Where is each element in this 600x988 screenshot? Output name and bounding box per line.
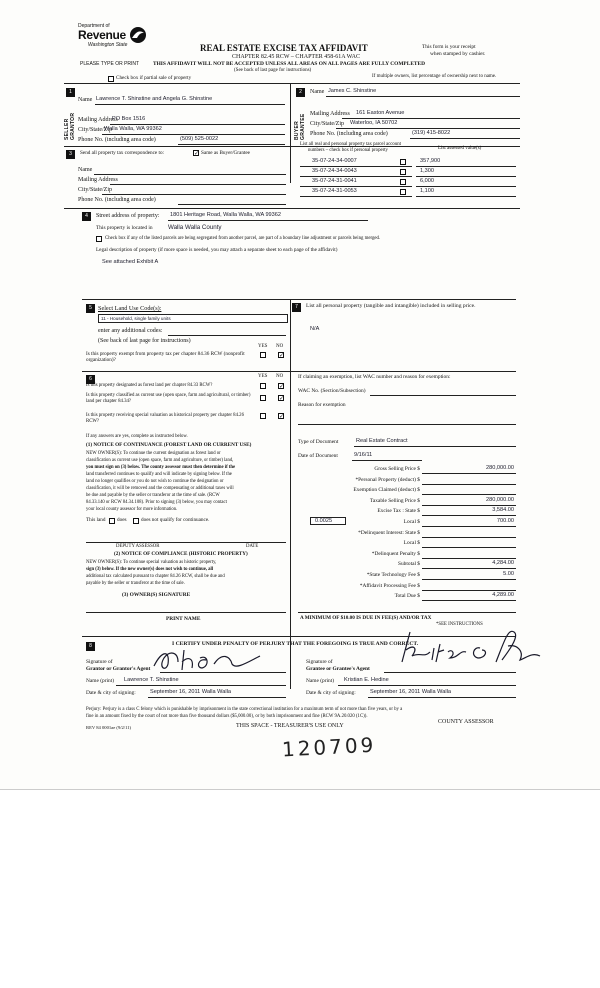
grantor-date-label: Date & city of signing:	[86, 690, 136, 696]
forest-yes-header: YES	[258, 374, 268, 379]
rule	[354, 446, 516, 447]
land-does-not-checkbox[interactable]	[133, 518, 139, 524]
notice-2-line: NEW OWNER(S): To continue special valuation as historic property,	[86, 560, 217, 565]
rule	[342, 118, 520, 119]
corr-city-label: City/State/Zip	[78, 187, 112, 193]
land-use-code-value: 11 - Household, single family units	[101, 316, 171, 321]
notice-1-line: land transferred continues to qualify and will indicate by signing below. If the	[86, 472, 232, 477]
rule	[178, 144, 285, 145]
revision-code: REV 84 0001ae (9/2/11)	[86, 725, 132, 730]
tax-row-rule	[422, 558, 516, 559]
tax-row-rule	[422, 505, 516, 506]
tax-row-rule	[422, 515, 516, 516]
parcel-rule	[300, 196, 412, 197]
exempt-question: Is this property exempt from property tax per chapter 84.36 RCW (nonprofit organization)?	[86, 351, 245, 363]
tax-row-value: 4,284.00	[492, 560, 514, 567]
legal-label: Legal description of property (if more space is needed, you may attach a separate sheet to each page of the affidavit)	[96, 247, 338, 253]
tax-row-rule	[422, 526, 516, 527]
notice-1-line: you must sign on (3) below. The county assessor must then determine if the	[86, 465, 236, 470]
street-label: Street address of property:	[96, 213, 160, 219]
segregated-checkbox[interactable]	[96, 236, 102, 242]
grantee-signature-label-1: Signature of	[306, 659, 333, 665]
grantor-signature-label-2: Grantor or Grantor's Agent	[86, 666, 151, 672]
form-chapter: CHAPTER 82.45 RCW – CHAPTER 458-61A WAC	[232, 54, 360, 60]
tax-row-label: Subtotal $	[397, 561, 420, 568]
legal-value: See attached Exhibit A	[102, 259, 159, 265]
notice-1-line: classification as current use (open space, farm and agriculture, or timber) land,	[86, 458, 234, 463]
personal-property-label: List all personal property (tangible and intangible) included in selling price.	[306, 303, 476, 309]
deputy-assessor-label: DEPUTY ASSESSOR	[116, 544, 160, 549]
rule	[298, 424, 516, 425]
section-6-number: 6	[86, 375, 95, 384]
tax-row-rule	[422, 473, 516, 474]
rule	[102, 134, 285, 135]
assessed-value: 1,100	[420, 188, 434, 194]
tax-row-label: *Delinquent Interest: State $	[358, 529, 420, 536]
owner-signature-label: (3) OWNER(S) SIGNATURE	[122, 592, 191, 598]
land-use-code-field[interactable]	[98, 314, 288, 323]
doc-date-value: 9/16/11	[354, 452, 373, 458]
value-rule	[416, 196, 516, 197]
tax-row-value: 4,289.00	[492, 592, 514, 599]
seller-address-label: Mailing Address	[78, 117, 118, 123]
forest-q2-no-checkbox[interactable]: ✓	[279, 395, 285, 402]
tax-row-rule	[422, 590, 516, 591]
dept-name: Revenue	[78, 28, 126, 42]
tax-row-rule	[422, 547, 516, 548]
forest-q3-no-checkbox[interactable]: ✓	[279, 413, 285, 420]
column-divider	[290, 83, 291, 183]
notice-2-title: (2) NOTICE OF COMPLIANCE (HISTORIC PROPERTY)	[114, 551, 248, 557]
grantee-signature	[396, 622, 546, 674]
corr-name-label: Name	[78, 167, 93, 173]
rule	[384, 672, 516, 673]
seller-phone-label: Phone No. (including area code)	[78, 137, 156, 143]
grantee-signature-label-2: Grantee or Grantee's Agent	[306, 666, 370, 672]
form-title: REAL ESTATE EXCISE TAX AFFIDAVIT	[200, 43, 368, 53]
personal-property-checkbox[interactable]	[400, 189, 406, 195]
forest-q2-yes-checkbox[interactable]	[260, 395, 266, 401]
tax-row-rule	[422, 537, 516, 538]
rule	[352, 460, 422, 461]
rule	[86, 612, 286, 613]
notice-1-line: classification, it will be removed and the compensating or additional taxes will	[86, 486, 234, 491]
notice-1-line: be due and payable by the seller or transferor at the time of sale. (RCW	[86, 493, 220, 498]
rule	[368, 697, 516, 698]
parcel-number: 35-07-24-34-0007	[312, 158, 357, 164]
buyer-address-label: Mailing Address	[310, 111, 350, 117]
wac-number-label: WAC No. (Section/Subsection)	[298, 388, 366, 394]
value-rule	[416, 186, 516, 187]
partial-sale-checkbox[interactable]	[108, 76, 114, 82]
exemption-reason-label: Reason for exemption	[298, 402, 346, 408]
rule	[86, 542, 286, 543]
tax-row-label: Local $	[403, 540, 420, 547]
notice-1-title: (1) NOTICE OF CONTINUANCE (FOREST LAND OR CURRENT USE)	[86, 442, 252, 448]
rule	[95, 104, 285, 105]
parcel-number: 35-07-24-31-0053	[312, 188, 357, 194]
rule	[370, 395, 516, 396]
rule	[298, 612, 516, 613]
county-label: This property is located in	[96, 225, 153, 231]
rule	[82, 299, 516, 300]
rule	[410, 138, 520, 139]
tax-row-label: *Personal Property (deduct) $	[355, 476, 420, 483]
tax-row-rule	[422, 494, 516, 495]
section-7-number: 7	[292, 303, 301, 312]
land-use-no-header: NO	[276, 344, 284, 349]
grantor-name-value: Lawrence T. Shinstine	[124, 677, 179, 683]
section-8-number: 8	[86, 642, 95, 651]
land-does-text: does	[117, 517, 127, 523]
county-value: Walla Walla County	[168, 224, 222, 231]
tax-row-label: *Affidavit Processing Fee $	[359, 582, 420, 589]
parcel-rule	[300, 176, 412, 177]
personal-property-checkbox[interactable]	[400, 159, 406, 165]
assessed-value: 357,900	[420, 158, 441, 164]
section-4-number: 4	[82, 212, 91, 221]
tax-row-label: *Delinquent Penalty $	[371, 550, 420, 557]
parcel-number: 35-07-24-34-0043	[312, 168, 357, 174]
tax-row-value: 280,000.00	[486, 496, 514, 503]
minimum-due-note: A MINIMUM OF $10.00 IS DUE IN FEE(S) AND/OR TAX	[300, 615, 432, 621]
tax-row-label: Local $	[403, 519, 420, 525]
doc-type-label: Type of Document	[298, 439, 339, 445]
exempt-no-checkbox[interactable]: ✓	[279, 352, 285, 359]
rule	[102, 194, 286, 195]
tax-row-value: 3,584.00	[492, 507, 514, 514]
buyer-phone-label: Phone No. (including area code)	[310, 131, 388, 137]
same-as-buyer-checkbox[interactable]: ✓	[194, 150, 200, 157]
tax-row-label: Total Due $	[394, 593, 420, 600]
grantee-date-value: September 16, 2011 Walla Walla	[370, 689, 451, 695]
tax-row-label: Exemption Claimed (deduct) $	[353, 487, 420, 494]
tax-row-rule	[422, 484, 516, 485]
buyer-name-label: Name	[310, 89, 325, 95]
notice-1-line: NEW OWNER(S): To continue the current designation as forest land or	[86, 451, 221, 456]
treasurer-use-label: THIS SPACE - TREASURER'S USE ONLY	[236, 723, 344, 729]
please-type: PLEASE TYPE OR PRINT	[80, 61, 140, 67]
grantee-name-label: Name (print)	[306, 678, 334, 684]
tax-row-value: 5.00	[503, 571, 514, 577]
grantor-date-value: September 16, 2011 Walla Walla	[150, 689, 231, 695]
personal-property-checkbox[interactable]	[400, 169, 406, 175]
corr-phone-label: Phone No. (including area code)	[78, 197, 156, 203]
same-as-buyer-label: Same as Buyer/Grantee	[201, 150, 250, 156]
seller-name-label: Name	[78, 97, 93, 103]
receipt-note-2: when stamped by cashier.	[430, 51, 486, 57]
buyer-city-label: City/State/Zip	[310, 121, 344, 127]
tax-row-label: *State Technology Fee $	[366, 572, 420, 578]
parcel-header-1: List all real and personal property tax parcel account	[300, 142, 401, 147]
grantor-signature	[148, 646, 268, 674]
personal-property-value: N/A	[310, 326, 320, 332]
notice-2-line: payable by the seller or transferor at the time of sale.	[86, 581, 185, 586]
buyer-label: BUYER GRANTEE	[294, 113, 306, 140]
section-5-number: 5	[86, 304, 95, 313]
section-3-number: 3	[66, 150, 75, 159]
wac-label: If claiming an exemption, list WAC number and reason for exemption:	[298, 374, 451, 380]
rule	[168, 220, 368, 221]
rule	[110, 184, 286, 185]
personal-property-checkbox[interactable]	[400, 179, 406, 185]
land-use-yes-header: YES	[258, 344, 268, 349]
dept-line: Department of	[78, 23, 110, 29]
print-name-label: PRINT NAME	[166, 616, 201, 622]
parcel-header-2: numbers – check box if personal property	[308, 148, 388, 153]
forest-q1-no-checkbox[interactable]: ✓	[279, 383, 285, 390]
forest-if-yes: If any answers are yes, complete as instructed below.	[86, 434, 188, 439]
land-does-not-text: does not qualify for continuance.	[141, 517, 210, 523]
seller-phone-value: (509) 525-0022	[180, 136, 219, 142]
rule	[338, 685, 516, 686]
exempt-yes-checkbox[interactable]	[260, 352, 266, 358]
value-header: List assessed value(s)	[438, 146, 482, 151]
doc-date-label: Date of Document	[298, 453, 338, 459]
rule	[64, 208, 520, 209]
notice-1-line: your local county assessor for more information.	[86, 507, 178, 512]
buyer-address-value: 161 Easton Avenue	[356, 110, 405, 116]
buyer-city-value: Waterloo, IA 50702	[350, 120, 398, 126]
perjury-line-2: fine in an amount fixed by the court of not more than five thousand dollars ($5,000.00), or by both imprisonment and fine (RCW 9A.20.020 (1C)).	[86, 714, 368, 719]
dept-state: Washington State	[88, 42, 128, 48]
dor-logo-icon	[128, 26, 148, 44]
tax-row-value: 280,000.00	[486, 465, 514, 471]
value-rule	[416, 176, 516, 177]
rule	[178, 204, 286, 205]
seller-label: SELLER GRANTOR	[64, 112, 76, 140]
section-1-number: 1	[66, 88, 75, 97]
land-use-see-back: (See back of last page for instructions)	[98, 338, 191, 344]
form-warning: THIS AFFIDAVIT WILL NOT BE ACCEPTED UNLESS ALL AREAS ON ALL PAGES ARE FULLY COMPLETED	[153, 61, 426, 67]
tax-row-rule	[422, 579, 516, 580]
deputy-date-label: DATE	[246, 544, 259, 549]
rule	[336, 128, 520, 129]
parcel-number: 35-07-24-31-0041	[312, 178, 357, 184]
partial-sale-label: Check box if partial sale of property	[116, 75, 192, 81]
receipt-note-1: This form is your receipt	[422, 44, 476, 50]
tax-row-value: 700.00	[496, 518, 514, 524]
seller-city-label: City/State/Zip	[78, 127, 112, 133]
handwritten-record-number: 120709	[281, 732, 377, 762]
rule	[148, 697, 286, 698]
tax-row-rule	[422, 568, 516, 569]
buyer-phone-value: (319) 415-8022	[412, 130, 451, 136]
assessed-value: 1,300	[420, 168, 434, 174]
rule	[82, 371, 516, 372]
local-rate-value: 0.0025	[315, 518, 333, 524]
correspondence-label: Send all property tax correspondence to:	[80, 150, 164, 156]
seller-city-value: Walla Walla, WA 99362	[104, 126, 162, 132]
corr-address-label: Mailing Address	[78, 177, 118, 183]
perjury-line-1: Perjury: Perjury is a class C felony which is punishable by imprisonment in the state correctional institution for a maximum term of not more than five years, or by a	[86, 707, 403, 712]
street-value: 1801 Heritage Road, Walla Walla, WA 99362	[170, 212, 281, 218]
see-back-note: (See back of last page for instructions)	[234, 68, 312, 73]
column-divider	[290, 299, 291, 689]
rule	[160, 672, 286, 673]
forest-question-1: Is this property designated as forest land per chapter 84.33 RCW?	[86, 383, 213, 388]
land-use-label: Select Land Use Code(s):	[98, 305, 162, 312]
segregated-label: Check box if any of the listed parcels are being segregated from another parcel, are part of a boundary line adjustment or parcels being merged.	[105, 236, 381, 241]
value-rule	[416, 166, 516, 167]
buyer-name-value: James C. Shinstine	[328, 88, 377, 94]
forest-question-3: Is this property receiving special valuation as historical property per chapter 84.26 RCW?	[86, 413, 244, 424]
notice-1-line: land no longer qualifies or you do not wish to continue the designation or	[86, 479, 224, 484]
notice-1-line: 84.33.140 or RCW 84.34.108). Prior to signing (3) below, you may contact	[86, 500, 227, 505]
forest-no-header: NO	[276, 374, 284, 379]
forest-q1-yes-checkbox[interactable]	[260, 383, 266, 389]
grantor-name-label: Name (print)	[86, 678, 114, 684]
rule	[326, 96, 520, 97]
seller-name-value: Lawrence T. Shinstine and Angela G. Shinstine	[96, 96, 213, 102]
parcel-rule	[300, 166, 412, 167]
land-does-label: This land	[86, 517, 106, 523]
grantee-name-value: Kristian E. Hedine	[344, 677, 389, 683]
notice-2-line: sign (3) below. If the new owner(s) does not wish to continue, all	[86, 567, 214, 572]
see-instructions-note: *SEE INSTRUCTIONS	[436, 622, 483, 627]
land-does-checkbox[interactable]	[109, 518, 115, 524]
assessed-value: 6,000	[420, 178, 434, 184]
seller-address-value: PO Box 1516	[112, 116, 146, 122]
certification-statement: I CERTIFY UNDER PENALTY OF PERJURY THAT THE FOREGOING IS TRUE AND CORRECT.	[172, 641, 419, 647]
rule	[116, 685, 286, 686]
multiple-owners-note: If multiple owners, list percentage of ownership next to name.	[372, 74, 497, 79]
rule	[110, 124, 285, 125]
tax-row-rule	[422, 600, 516, 601]
county-assessor-label: COUNTY ASSESSOR	[438, 719, 494, 725]
notice-2-line: additional tax calculated pursuant to chapter 84.26 RCW, shall be due and	[86, 574, 225, 579]
forest-q3-yes-checkbox[interactable]	[260, 413, 266, 419]
parcel-rule	[300, 186, 412, 187]
forest-question-2: Is this property classified as current use (open space, farm and agricultural, or timber) land per chapter 84.34?	[86, 393, 251, 404]
additional-codes-label: enter any additional codes:	[98, 328, 163, 334]
tax-row-label: Excise Tax : State $	[377, 508, 420, 515]
grantor-signature-label-1: Signature of	[86, 659, 113, 665]
rule	[168, 335, 286, 336]
tax-row-label: Taxable Selling Price $	[369, 497, 420, 504]
section-rule	[64, 83, 520, 84]
grantee-date-label: Date & city of signing:	[306, 690, 356, 696]
doc-type-value: Real Estate Contract	[356, 438, 408, 444]
rule	[94, 174, 286, 175]
tax-row-label: Gross Selling Price $	[374, 466, 420, 472]
section-2-number: 2	[296, 88, 305, 97]
